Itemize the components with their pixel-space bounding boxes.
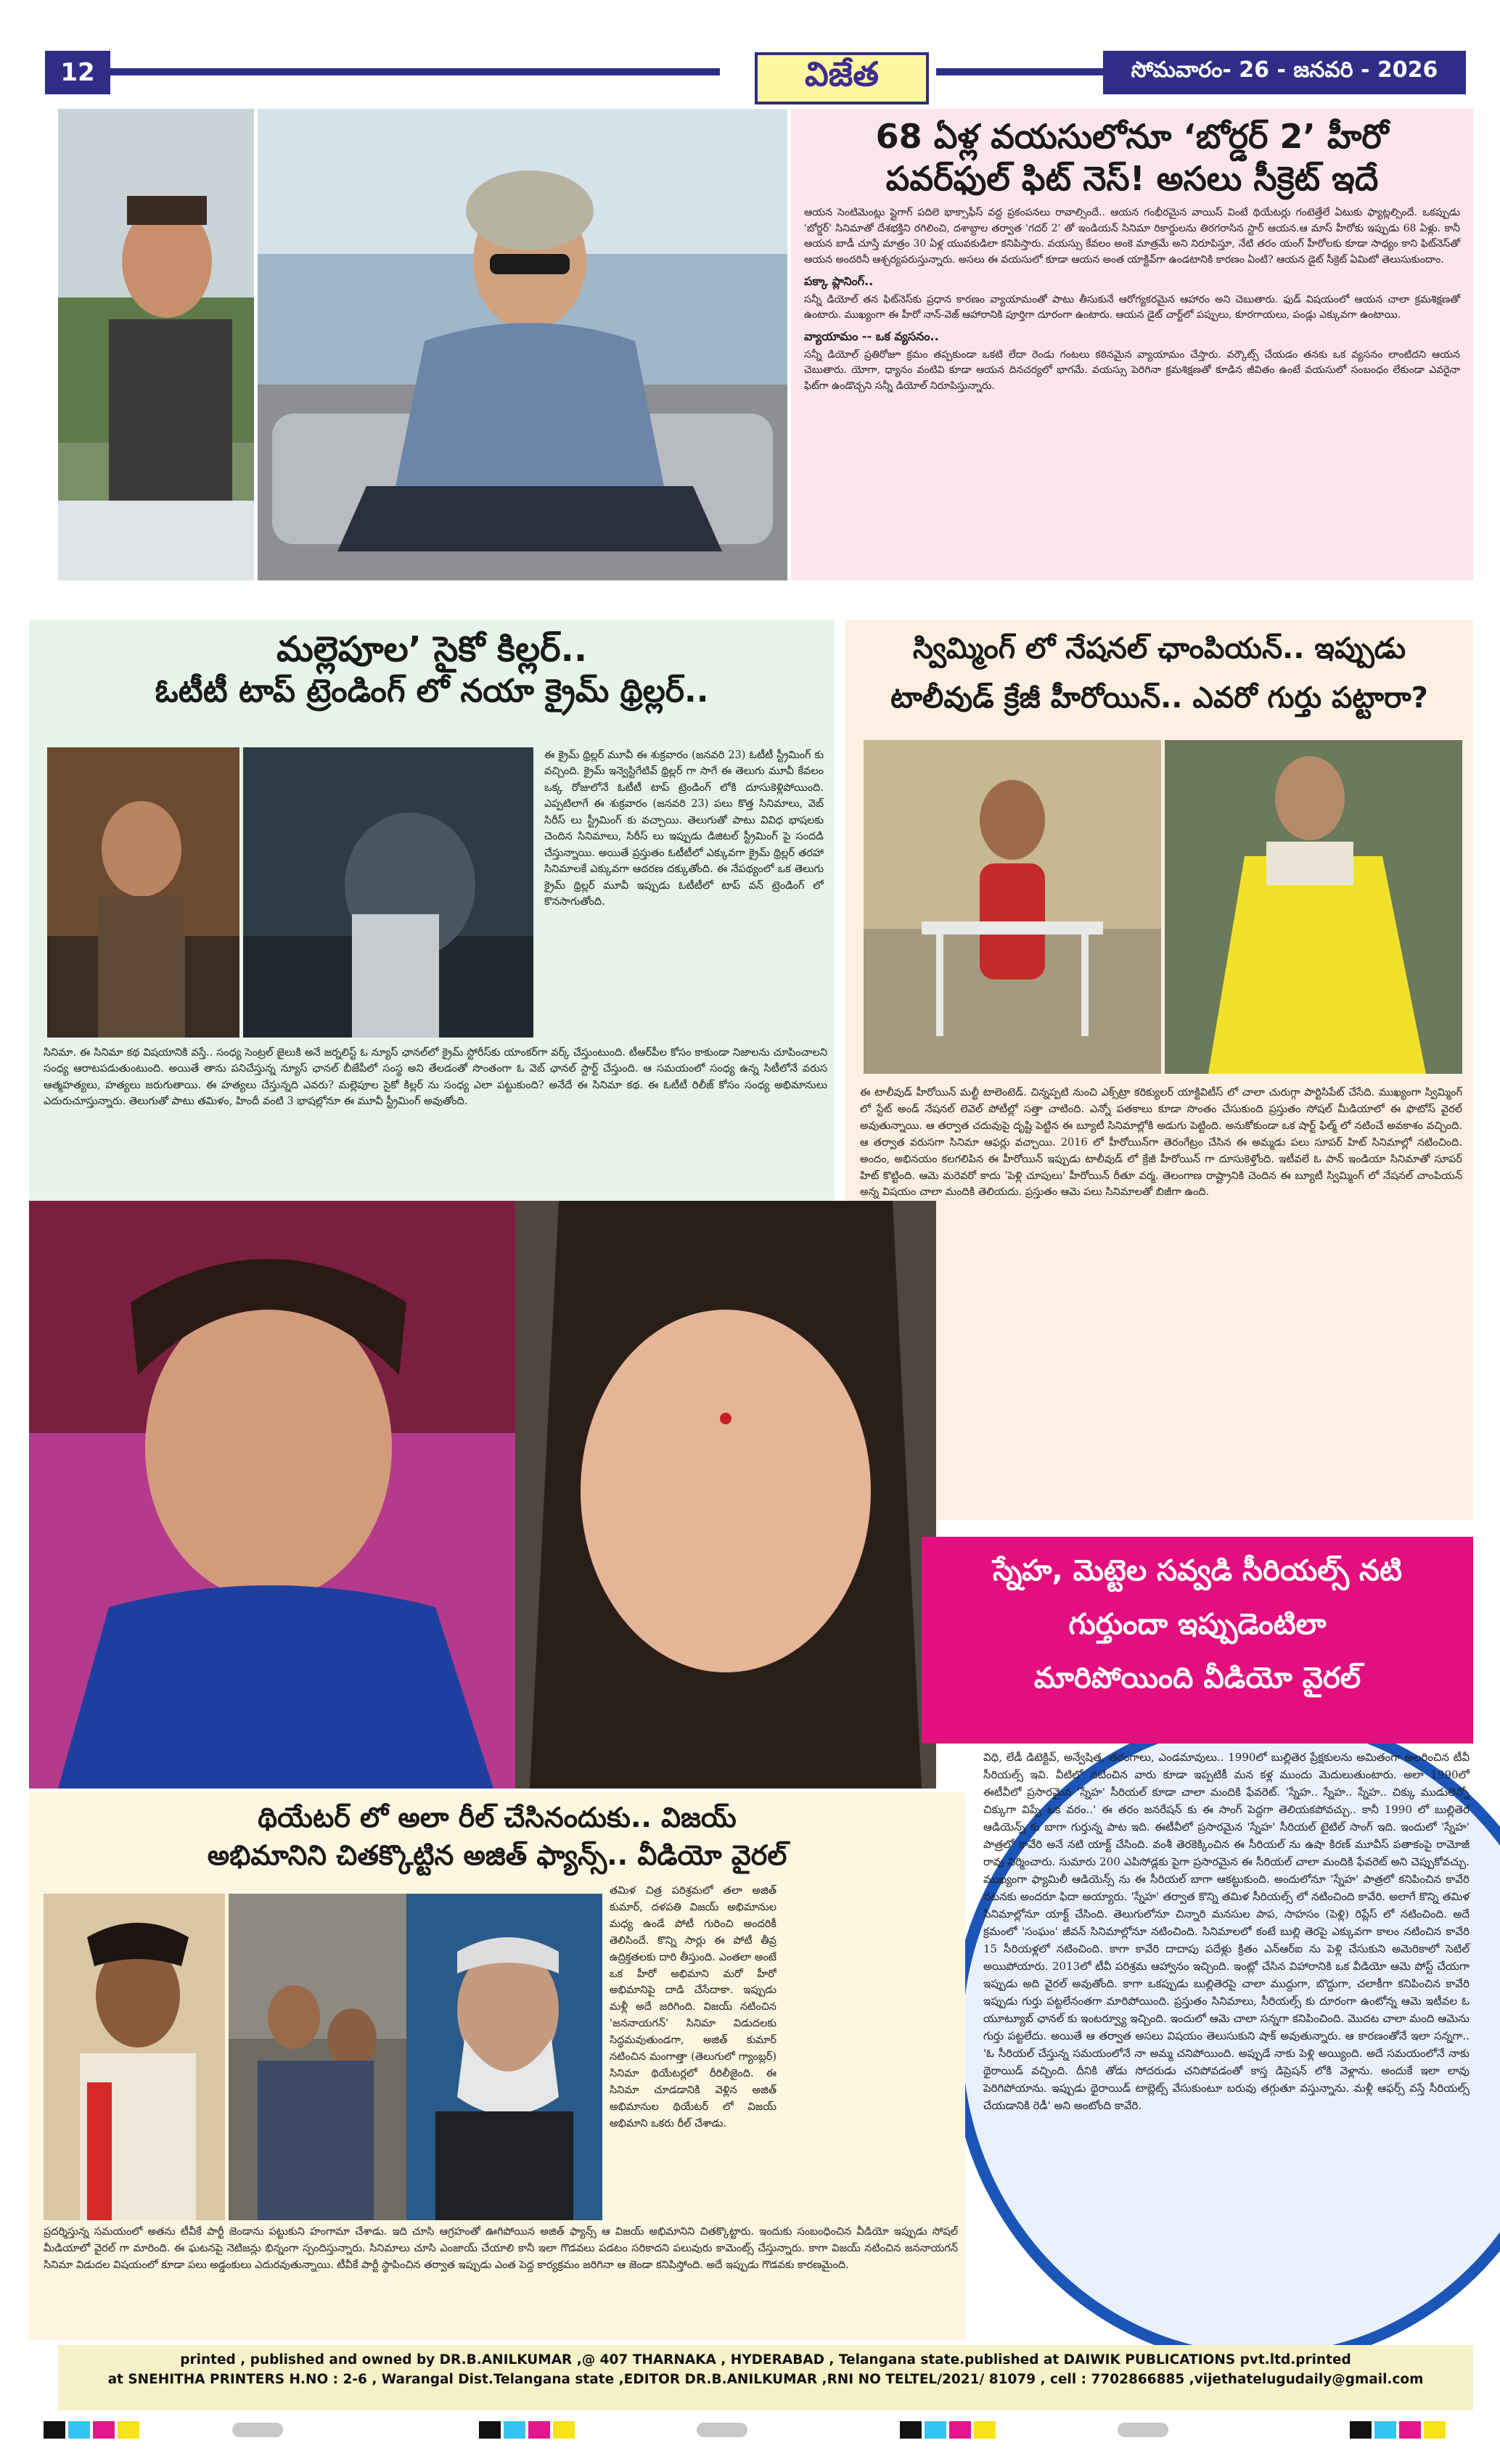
imprint-footer [58,2345,1473,2410]
masthead-logo: విజేత [755,52,929,104]
article2-photo-right [243,747,533,1038]
imprint-line2: at SNEHITHA PRINTERS H.NO : 2-6 , Warangal Dist.Telangana state ,EDITOR DR.B.ANILKUMAR ,RNI NO TELTEL/2021/ 81079 , cell : 7702866885 ,vijethatelugudaily@gmail.com [107,2371,1424,2387]
article2-photo-left [47,747,239,1038]
article5-headline-line2: అభిమానిని చితక్కొట్టిన అజిత్ ఫ్యాన్స్.. వీడియో వైరల్ [207,1839,787,1871]
article1-paragraph: ఆయన సెంటిమెంట్లు ప్లైగాగ్ పదిలె భాక్సాఫీస్ వద్ద ప్రకంపనలు రావాల్సిందే.. ఆయన గంభీరమైన వాయిస్ వింటే థియేటర్లు గంటెత్తేలే ఏటుకు ఫ్యాట్లల్సిందే. ఒకప్పుడు 'బోర్డర్' సినిమాతో దేశభక్తిని రగిలించి, దశాబ్దాల తర్వాత 'గదర్ 2' తో ఇండియన్ సినిమా రికార్డులను తిరగరాసిన స్టార్ ఆయన.ఆ మాస్ హీరోకు ఇప్పుడు 68 ఏళ్లు. కానీ ఆయన బాడీ చూస్తే మాత్రం 30 ఏళ్ల యువకుడిలా కనిపిస్తారు. వయస్సు కేవలం అంకె మాత్రమే అని నిరూపిస్తూ, నేటి తరం యంగ్ హీరోలకు కూడా సాధ్యం కాని ఫిట్‌నెస్‌తో ఆయన అందరినీ ఆశ్చర్యపరుస్తున్నారు. అసలు ఈ వయసులో కూడా ఆయన అంత యాక్టివ్‌గా ఉండటానికి కారణం ఏంటి? ఆయన డైట్ సీక్రెట్ ఏమిటో తెలుసుకుందాం. [804,207,1460,266]
article5-side-text: తమిళ చిత్ర పరిశ్రమలో తలా అజిత్ కుమార్, దళపతి విజయ్ అభిమానుల మధ్య ఉండే పోటీ గురించి అందరికీ తెలిసిందే. కొన్ని సార్లు ఈ పోటీ తీవ్ర ఉద్రిక్తతలకు దారి తీస్తుంది. ఎంతలా అంటే ఒక హీరో అభిమాని మరో హీరో అభిమానిపై దాడి చేసేదాకా. ఇప్పుడు మళ్లీ అదే జరిగింది. విజయ్ నటించిన 'జననాయగన్' సినిమా విడుదలకు సిద్ధమవుతుండగా, అజిత్ కుమార్ నటించిన మంగాత్తా (తెలుగులో గ్యాంబ్లర్) సినిమా థియేటర్లలో రీరిలీజైంది. ఈ సినిమా చూడడానికి వెళ్లిన అజిత్ అభిమానుల థియేటర్ లో విజయ్ అభిమాని ఒకరు రీల్ చేశాడు. [610,1885,776,2130]
issue-date: సోమవారం- 26 - జనవరి - 2026 [1103,51,1466,94]
article2-headline-line2: ఓటీటీ టాప్ ట్రెండింగ్ లో నయా క్రైమ్ థ్రిల్లర్.. [155,673,709,710]
page-number: 12 [45,51,110,94]
article1-subhead: వ్యాయామం -- ఒక వ్యసనం.. [804,329,939,343]
article4-body: విధి, లేడీ డిటెక్టివ్, అన్వేషిత, తరంగాలు, ఎండమావులు.. 1990లో బుల్లితెర ప్రేక్షకులను అమితంగా అలరించిన టీవీ సీరియల్స్ ఇవి. వీటిలో నటించిన వారు కూడా ఇప్పటికీ మన కళ్ల ముందు మెదులుతుంటారు. అలా 1990లో ఈటీవీలో ప్రసారమైన 'స్నేహ' సీరియల్ కూడా చాలా మందికి ఫేవరెట్. 'స్నేహ.. స్నేహ.. స్నేహ.. చిక్కు ముడులెన్నో చిక్కుగా విప్పే ఒక వరం..' ఈ తరం జనరేషన్ కు ఈ సాంగ్ పెద్దగా తెలియకపోవచ్చు.. కానీ 1990 లో బుల్లితెర ఆడియెన్స్ కు బాగా గుర్తున్న పాట ఇది. ఈటీవీలో ప్రసారమైన 'స్నేహ' సీరియల్ టైటిల్ సాంగ్ ఇది. ఇందులో 'స్నేహ' పాత్రలో కావేరి అనే నటి యాక్ట్ చేసింది. వంశీ తెరకెక్కించిన ఈ సీరియల్ ను ఉషా కిరణ్ మూవీస్ పతాకంపై రామోజీ రావు నిర్మించారు. సుమారు 200 ఎపిసోడ్లకు పైగా ప్రసారమైన ఈ సీరియల్ చాలా మందికి ఫేవరెట్ అని చెప్పుకోవచ్చు. ముఖ్యంగా ఫ్యామిలీ ఆడియెన్స్ ను ఈ సీరియల్ బాగా ఆకట్టుకుంది. అందులోనూ 'స్నేహ' పాత్రలో కనిపించిన కావేరి నటనకు అందరూ ఫిదా అయ్యారు. 'స్నేహ' తర్వాత కొన్ని తమిళ సీరియల్స్ లో నటించింది కావేరి. అలాగే కొన్ని తమిళ సినిమాల్లోనూ యాక్ట్ చేసింది. తెలుగులోనూ చిన్నారి మనసుల పాప, సాహసం (పెళ్లి) రిప్లేస్ లో నటించింది. అదే క్రమంలో 'సంఘం' జీవన్ సినిమాల్లోనూ నటించింది. సినిమాలలో కంటే బుల్లి తెరపై ఎక్కువగా కాలం నటించిన కావేరి 15 సీరియళ్లలో నటించింది. కాగా కావేరి దాదాపు పదేళ్లు క్రితం ఎన్ఆర్ఐ ను పెళ్లి చేసుకుని అమెరికాలో సెటిల్ అయిపోయారు. 2013లో టీవీ పరిశ్రమ ఆహ్వానం ఇచ్చింది. ఇంట్లో చేసిన విహారానికి ఒక వీడియో ఆమె పోస్ట్ చేయగా ఇప్పుడు అది వైరల్ అవుతోంది. కాగా ఒకప్పుడు బుల్లితెరపై చాలా ముద్దుగా, బొద్దుగా, చలాకీగా కనిపించిన కావేరి ఇప్పుడు గుర్తు పట్టలేనంతగా మారిపోయింది. ప్రస్తుతం సినిమాలు, సీరియల్స్ కు దూరంగా ఉంటోన్న ఆమె ఇటీవల ఓ యూట్యూబ్ ఛానల్ కు ఇంటర్వ్యూ ఇచ్చింది. ఇందులో ఆమె చాలా సన్నగా కనిపించింది. మొదట చాలా మంది ఆమెను గుర్తు పట్టలేదు. అయితే ఆ తర్వాత అసలు విషయం తెలుసుకుని షాక్ అవుతున్నారు. ఆ కారణంతోనే ఇలా సన్నగా.. 'ఓ సీరియల్ చేస్తున్న సమయంలోనే నా అమ్మ చనిపోయింది. అప్పుడే నాకు పెళ్లి అయ్యింది. అదే సమయంలోనే నాకు థైరాయిడ్ వచ్చింది. దీనికి తోడు సోదరుడు చనిపోవడంతో కాస్త డిప్రెషన్ లోకి వెళ్లాను. అందుకే ఇలా లావు పెరిగిపోయాను. ఇప్పుడు థైరాయిడ్ టాబ్లెట్స్ వేసుకుంటూ బరువు తగ్గుతూ వస్తున్నాను. మళ్లీ ఆఫర్స్ వస్తే సీరియల్స్ చేయడానికి రెడీ' అని అంటోంది కావేరి. [983,1751,1470,2112]
article1-panel [791,109,1473,580]
article5-photo-left [44,1894,225,2220]
article4-caption-line3: మారిపోయింది వీడియో వైరల్ [1033,1662,1361,1695]
article5-bottom-text: ప్రదర్శిస్తున్న సమయంలో అతను టీవీకే పార్టీ జెండాను పట్టుకుని హంగామా చేశాడు. ఇది చూసి ఆగ్రహంతో ఊగిపోయిన అజిత్ ఫ్యాన్స్ ఆ విజయ్ అభిమానిని చితక్కొట్టారు. ఇందుకు సంబంధించిన వీడియో ఇప్పుడు సోషల్ మీడియాలో వైరల్ గా మారింది. ఈ ఘటనపై నెటిజన్లు భిన్నంగా స్పందిస్తున్నారు. సినిమాలు చూసి ఎంజాయ్ చేయాలి కానీ ఇలా గొడవలు పడటం సరికాదని పలువురు కామెంట్స్ చేస్తున్నారు. కాగా విజయ్ నటించిన జననాయగన్ సినిమా విడుదల విషయంలో కూడా పలు అడ్డంకులు ఎదురవుతున్నాయి. టీవీకే పార్టీ స్థాపించిన తర్వాత ఇప్పుడు ఎంత పెద్ద కార్యక్రమం జరిగినా ఆ జెండా కనిపిస్తోంది. అదే ఇప్పుడు గొడవకు కారణమైంది. [44,2226,958,2271]
article5-photo-right [406,1894,602,2220]
article1-photo-main [258,109,787,580]
article1-body [791,200,1473,395]
article2-headline-line1: మల్లెపూల’ సైకో కిల్లర్.. [276,629,588,670]
article5-headline-line1: థియేటర్ లో అలా రీల్ చేసినందుకు.. విజయ్ [258,1802,737,1833]
article4-photo-right [515,1201,936,1789]
article1-headline-line1: 68 ఏళ్ల వయసులోనూ ‘బోర్డర్ 2’ హీరో [875,117,1389,156]
article2-bottom-text: సినిమా. ఈ సినిమా కథ విషయానికి వస్తే.. సంధ్య సెంట్రల్ జైలుకి అనే జర్నలిస్ట్ ఓ న్యూస్ ఛానల్‌లో క్రైమ్ స్టోరీస్‌కు యాంకర్‌గా వర్క్ చేస్తుంటుంది. టీఆర్‌పీల కోసం కాకుండా నిజాలను చూపించాలని సంధ్య ఆరాటపడుతుంటుంది. అయితే తాను పనిచేస్తున్న న్యూస్ ఛానల్ బీజేపీలో సంస్థ అని తేలడంతో సొంతంగా ఓ వెబ్ ఛానల్ స్టార్ట్ చేస్తుంది. ఆ సమయంలో సంధ్య ఉన్న సిటీలోనే వరుస ఆత్మహత్యలు, హత్యలు జరుగుతాయి. ఈ హత్యలు చేస్తున్నది ఎవరు? మల్లెపూల సైకో కిల్లర్ ను సంధ్య ఎలా పట్టుకుంది? అనేదే ఈ సినిమా కథ. ఈ ఓటీటీ రిలీజ్ కోసం సంధ్య అభిమానులు ఎదురుచూస్తున్నారు. తెలుగుతో పాటు తమిళం, హిందీ వంటి 3 భాషల్లోనూ ఈ మూవీ స్ట్రీమింగ్ అవుతోంది. [44,1047,827,1108]
article3-body: ఈ టాలీవుడ్ హీరోయిన్ మల్టీ టాలెంటెడ్. చిన్నప్పటి నుంచి ఎక్స్‌ట్రా కరిక్యులర్ యాక్టివిటీస్ లో చాలా చురుగ్గా పార్టిసిపేట్ చేసేది. ముఖ్యంగా స్విమ్మింగ్ లో స్టేట్ అండ్ నేషనల్ లెవెల్ పోటీల్లో సత్తా చాటింది. ఎన్నో పతకాలు కూడా సొంతం చేసుకుంది ప్రస్తుతం సోషల్ మీడియాలో ఈ ఫొటోస్ వైరల్ అవుతున్నాయి. ఆ తర్వాత చదువుపై దృష్టి పెట్టిన ఈ బ్యూటీ సినిమాల్లోకి అడుగు పెట్టింది. అనుకోకుండా ఒక షార్ట్ ఫిల్మ్ లో నటించే అవకాశం వచ్చింది. ఆ తర్వాత వరుసగా సినిమా ఆఫర్లు వచ్చాయి. 2016 లో హీరోయిన్‌గా తెరంగేట్రం చేసిన ఈ అమ్మడు పలు సూపర్ హిట్ సినిమాల్లో నటించింది. అందం, అభినయం కలగలిపిన ఈ హీరోయిన్ ఇప్పుడు టాలీవుడ్ లో క్రేజీ హీరోయిన్ గా దూసుకెళ్తోంది. ఇటీవలే ఓ పాన్ ఇండియా సినిమాతో సూపర్ హిట్ కొట్టింది. ఆమె మరెవరో కాదు 'పెళ్లి చూపులు' హీరోయిన్ రీతూ వర్మ. తెలంగాణ రాష్ట్రానికి చెందిన ఈ బ్యూటీ స్విమ్మింగ్ లో నేషనల్ చాంపియన్ అన్న విషయం చాలా మందికి తెలియదు. ప్రస్తుతం ఆమె పలు సినిమాలతో బిజీగా ఉంది. [860,1087,1462,1199]
article1-paragraph: సన్నీ డియోల్ ప్రతిరోజూ క్రమం తప్పకుండా ఒకటి లేదా రెండు గంటలు కఠినమైన వ్యాయామం చేస్తారు. వర్కౌట్స్ చేయడం తనకు ఒక వ్యసనం లాంటిదని ఆయన చెబుతారు. యోగా, ధ్యానం వంటివి కూడా ఆయన దినచర్యలో భాగమే. వయస్సు పెరిగినా క్రమశిక్షణతో కూడిన జీవితం ఉంటే వయసులో సంబంధం లేకుండా ఎవరైనా ఫిట్‌గా ఉండొచ్చని సన్నీ డియోల్ నిరూపిస్తున్నారు. [804,348,1460,393]
article4-photo-left [29,1201,515,1789]
article1-paragraph: సన్నీ డియోల్ తన ఫిట్‌నెస్‌కు ప్రధాన కారణం వ్యాయామంతో పాటు తీసుకునే ఆరోగ్యకరమైన ఆహారం అని చెబుతారు. ఫుడ్ విషయంలో ఆయన చాలా క్రమశిక్షణతో ఉంటారు. ముఖ్యంగా ఈ హీరో నాన్-వెజ్ ఆహారానికి పూర్తిగా దూరంగా ఉంటారు. ఆయన డైట్ చార్ట్‌లో పప్పులు, కూరగాయలు, పండ్లు ఎక్కువగా ఉంటాయి. [804,293,1460,321]
header-rule-right [936,68,1103,75]
article1-headline-line2: పవర్‌ఫుల్ ఫిట్ నెస్! అసలు సీక్రెట్ ఇదే [885,158,1379,198]
article1-subhead: పక్కా ప్లానింగ్.. [804,274,874,288]
color-registration-bar [44,2418,1459,2442]
header-rule-left [110,68,720,75]
article2-side-text: ఈ క్రైమ్ థ్రిల్లర్ మూవీ ఈ శుక్రవారం (జనవరి 23) ఓటీటీ స్ట్రీమింగ్ కు వచ్చింది. క్రైమ్ ఇన్వెస్టిగేటివ్ థ్రిల్లర్ గా సాగే ఈ తెలుగు మూవీ కేవలం ఒక్క రోజులోనే ఓటీటీ టాప్ ట్రెండింగ్ లోకి దూసుకెళ్లిపోయింది. ఎప్పటిలాగే ఈ శుక్రవారం (జనవరి 23) పలు కొత్త సినిమాలు, వెబ్ సిరీస్ లు స్ట్రీమింగ్ కు వచ్చాయి. తెలుగుతో పాటు వివిధ భాషలకు చెందిన సినిమాలు, సిరీస్ లు ఇప్పుడు డిజిటల్ స్ట్రీమింగ్ పై సందడి చేస్తున్నాయి. అయితే ప్రస్తుతం ఓటీటీలో ఎక్కువగా క్రైమ్ థ్రిల్లర్ తరహా సినిమాలకే ఎక్కువగా ఆదరణ దక్కుతోంది. ఈ నేపథ్యంలో ఒక తెలుగు క్రైమ్ థ్రిల్లర్ మూవీ ఇప్పుడు ఓటీటీలో టాప్ వన్ ట్రెండింగ్ లో కొనసాగుతోంది. [544,750,824,908]
article3-headline-line1: స్విమ్మింగ్ లో నేషనల్ ఛాంపియన్.. ఇప్పుడు [912,632,1406,665]
article3-headline-line2: టాలీవుడ్ క్రేజీ హీరోయిన్.. ఎవరో గుర్తు పట్టారా? [890,681,1428,715]
article5-photo-middle [229,1894,406,2220]
article1-photo-left [58,109,254,580]
article4-caption [922,1537,1473,1744]
imprint-line1: printed , published and owned by DR.B.ANILKUMAR ,@ 407 THARNAKA , HYDERABAD , Telangana state.published at DAIWIK PUBLICATIONS pvt.ltd.printed [180,2352,1351,2368]
article3-photo-right [1165,740,1462,1074]
article4-caption-line2: గుర్తుందా ఇప్పుడెంటిలా [1068,1608,1327,1641]
article4-caption-line1: స్నేహ, మెట్టెల సవ్వడి సీరియల్స్ నటి [993,1554,1402,1588]
article3-photo-left [864,740,1161,1074]
